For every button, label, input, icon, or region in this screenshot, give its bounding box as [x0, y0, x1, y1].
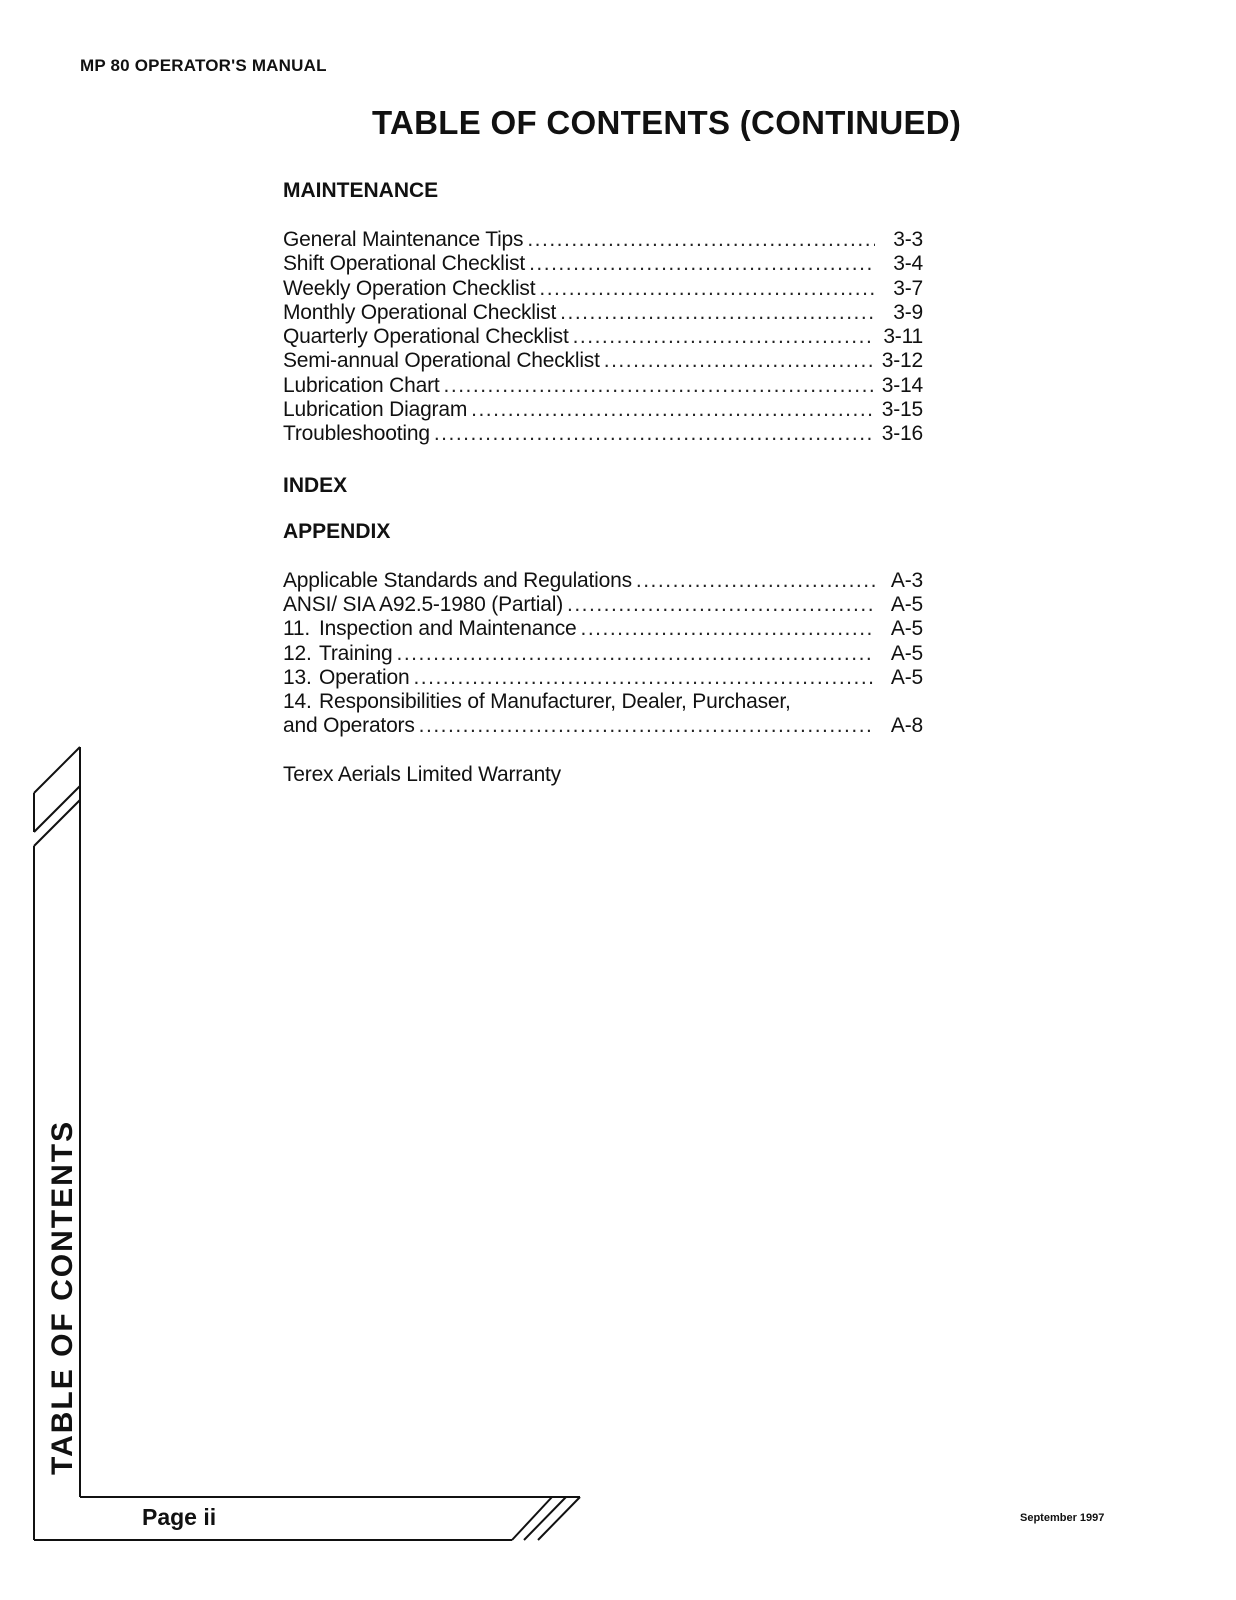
leader-dots [539, 277, 875, 301]
page-title: TABLE OF CONTENTS (CONTINUED) [372, 104, 962, 141]
toc-entry-page: 3-12 [881, 349, 923, 373]
section-heading-appendix: APPENDIX [283, 519, 391, 543]
toc-entry-label: Quarterly Operational Checklist [283, 325, 569, 349]
toc-entry[interactable] [283, 398, 923, 422]
toc-entry-multiline[interactable] [283, 690, 923, 739]
page-number: Page ii [142, 1504, 217, 1530]
leader-dots [604, 349, 875, 373]
leader-dots [529, 252, 875, 276]
section-heading-index[interactable]: INDEX [283, 473, 348, 497]
toc-entry[interactable] [283, 252, 923, 276]
leader-dots [444, 374, 875, 398]
publication-date: September 1997 [1020, 1512, 1105, 1524]
toc-entry-page: 3-11 [883, 325, 923, 349]
toc-entry-page: A-3 [890, 568, 923, 592]
toc-entry-page: 3-7 [893, 276, 923, 300]
leader-dots [397, 642, 876, 666]
toc-entry-label: Monthly Operational Checklist [283, 300, 557, 324]
toc-entry-page: A-5 [890, 592, 923, 616]
toc-entry-page: A-8 [890, 714, 923, 738]
toc-entry-label: Applicable Standards and Regulations [283, 568, 632, 592]
toc-entry-line-2 [283, 714, 923, 738]
toc-entry-line-1 [283, 690, 923, 714]
leader-dots [419, 714, 875, 738]
toc-entry-page: A-5 [890, 665, 923, 689]
leader-dots [471, 398, 875, 422]
leader-dots [413, 666, 875, 690]
toc-entry-label: Semi-annual Operational Checklist [283, 349, 600, 373]
toc-entry-page: 3-15 [881, 398, 923, 422]
leader-dots [434, 422, 875, 446]
side-tab-label: TABLE OF CONTENTS [46, 1119, 79, 1475]
toc-entry-label: Weekly Operation Checklist [283, 276, 536, 300]
toc-entry[interactable] [283, 569, 923, 593]
toc-entry-number: 13. [283, 665, 312, 689]
toc-entry-page: 3-14 [881, 373, 923, 397]
leader-dots [527, 228, 875, 252]
leader-dots [567, 593, 875, 617]
toc-entry-number: 14. [283, 690, 312, 714]
manual-title: MP 80 OPERATOR'S MANUAL [80, 56, 327, 75]
toc-entry-page: 3-9 [893, 300, 923, 324]
warranty-entry[interactable]: Terex Aerials Limited Warranty [283, 762, 561, 786]
toc-entry[interactable] [283, 301, 923, 325]
toc-entry-label: Lubrication Diagram [283, 398, 468, 422]
toc-entry-label: General Maintenance Tips [283, 228, 524, 251]
toc-entry[interactable] [283, 277, 923, 301]
toc-entry[interactable] [283, 349, 923, 373]
toc-entry[interactable] [283, 374, 923, 398]
toc-entry-number: 12. [283, 641, 312, 665]
toc-entry-number: 11. [283, 617, 311, 641]
leader-dots [636, 569, 875, 593]
toc-entry-label: Training [319, 641, 393, 665]
toc-entry-label: Troubleshooting [283, 422, 430, 446]
toc-entry-label: ANSI/ SIA A92.5-1980 (Partial) [283, 592, 563, 616]
toc-entry[interactable] [283, 593, 923, 617]
toc-entry-label: Inspection and Maintenance [319, 617, 577, 641]
toc-entry[interactable] [283, 666, 923, 690]
toc-entry-label: Lubrication Chart [283, 373, 440, 397]
section-heading-maintenance: MAINTENANCE [283, 179, 439, 202]
toc-entry[interactable] [283, 642, 923, 666]
toc-entry[interactable] [283, 617, 923, 641]
toc-entry[interactable] [283, 422, 923, 446]
toc-entry-page: 3-4 [893, 252, 923, 276]
toc-entry-label: Shift Operational Checklist [283, 252, 526, 276]
maintenance-entries [283, 228, 923, 447]
toc-entry-page: 3-3 [893, 228, 923, 251]
toc-entry[interactable] [283, 228, 923, 252]
toc-entry-label-continued: and Operators [283, 714, 415, 738]
toc-entry-page: A-5 [890, 641, 923, 665]
toc-entry-label: Responsibilities of Manufacturer, Dealer, Purchaser, [319, 690, 791, 714]
appendix-entries [283, 569, 923, 739]
table-of-contents [283, 178, 923, 787]
leader-dots [560, 301, 875, 325]
leader-dots [573, 325, 875, 349]
toc-entry-page: 3-16 [881, 422, 923, 446]
toc-entry-page: A-5 [890, 617, 923, 641]
toc-entry[interactable] [283, 325, 923, 349]
toc-entry-label: Operation [319, 665, 410, 689]
leader-dots [581, 617, 876, 641]
